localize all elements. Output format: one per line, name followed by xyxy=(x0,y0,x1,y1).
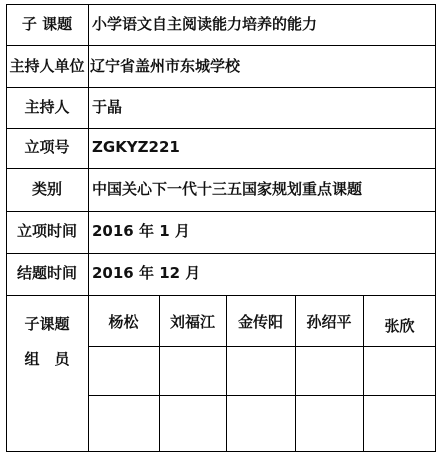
project-info-table xyxy=(6,4,436,452)
label-host: 主持人 xyxy=(24,98,70,116)
label-project-no: 立项号 xyxy=(24,138,70,156)
members-label-line2: 组 员 xyxy=(24,350,70,368)
label-end-time: 结题时间 xyxy=(16,264,77,282)
value-sub-topic: 小学语文自主阅读能力培养的能力 xyxy=(92,15,318,33)
member-name: 孙绍平 xyxy=(306,313,352,331)
value-host: 于晶 xyxy=(92,98,123,116)
members-label-line1: 子课题 xyxy=(24,315,70,333)
label-start-time: 立项时间 xyxy=(16,222,77,240)
member-name: 金传阳 xyxy=(237,313,283,331)
member-name: 刘福江 xyxy=(169,313,215,331)
member-name: 张欣 xyxy=(384,317,415,335)
label-category: 类别 xyxy=(31,180,62,198)
value-category: 中国关心下一代十三五国家规划重点课题 xyxy=(92,180,363,198)
label-sub-topic: 子 课题 xyxy=(21,15,73,33)
value-end-time: 2016 年 12 月 xyxy=(92,264,201,282)
value-start-time: 2016 年 1 月 xyxy=(92,222,190,240)
value-host-unit: 辽宁省盖州市东城学校 xyxy=(90,57,241,75)
member-name: 杨松 xyxy=(108,313,139,331)
label-host-unit: 主持人单位 xyxy=(9,57,85,75)
value-project-no: ZGKYZ221 xyxy=(92,138,180,156)
